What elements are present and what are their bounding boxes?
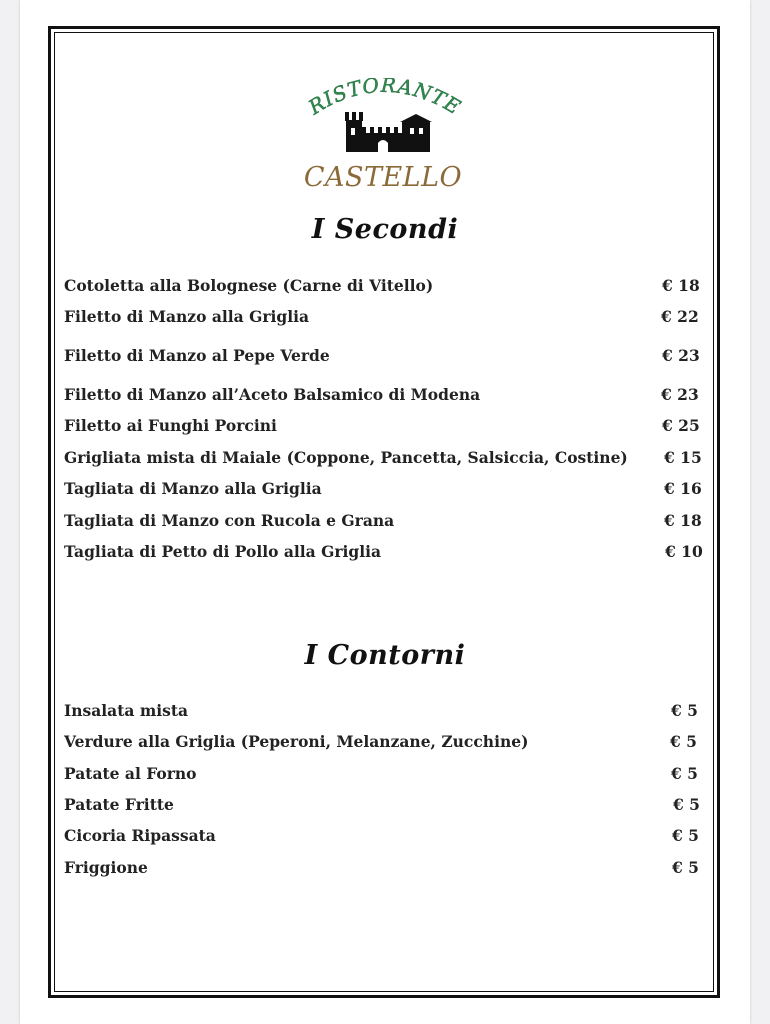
item-name: Patate Fritte — [64, 795, 174, 814]
item-price: € 15 — [664, 448, 702, 467]
menu-item — [64, 346, 700, 368]
item-name: Filetto ai Funghi Porcini — [64, 416, 277, 435]
menu-item — [64, 542, 703, 564]
restaurant-logo — [298, 78, 468, 196]
logo-top-text: RISTORANTE — [304, 78, 466, 120]
menu-item — [64, 385, 700, 407]
menu-item — [64, 416, 700, 438]
item-name: Friggione — [64, 858, 148, 877]
menu-item — [64, 307, 700, 329]
item-price: € 18 — [664, 511, 702, 530]
menu-item — [64, 764, 700, 786]
item-price: € 5 — [671, 701, 698, 720]
menu-item — [64, 511, 700, 533]
item-name: Tagliata di Manzo alla Griglia — [64, 479, 322, 498]
menu-item — [64, 795, 700, 817]
item-price: € 5 — [670, 732, 697, 751]
item-price: € 16 — [664, 479, 702, 498]
menu-item — [64, 826, 700, 848]
item-price: € 10 — [665, 542, 703, 561]
item-name: Filetto di Manzo al Pepe Verde — [64, 346, 330, 365]
item-price: € 22 — [661, 307, 699, 326]
menu-item — [64, 732, 700, 754]
section-title-secondi: I Secondi — [311, 214, 459, 245]
item-name: Filetto di Manzo all’Aceto Balsamico di Modena — [64, 385, 481, 404]
menu-item — [64, 701, 700, 723]
item-price: € 5 — [672, 858, 699, 877]
item-name: Grigliata mista di Maiale (Coppone, Pancetta, Salsiccia, Costine) — [64, 448, 628, 467]
item-price: € 18 — [662, 276, 700, 295]
logo-bottom-text: CASTELLO — [303, 162, 463, 193]
item-name: Patate al Forno — [64, 764, 197, 783]
item-price: € 5 — [671, 764, 698, 783]
item-price: € 23 — [662, 346, 700, 365]
item-name: Tagliata di Petto di Pollo alla Griglia — [64, 542, 382, 561]
item-price: € 5 — [673, 795, 700, 814]
item-name: Verdure alla Griglia (Peperoni, Melanzane, Zucchine) — [64, 732, 529, 751]
menu-item — [64, 276, 700, 298]
item-price: € 5 — [672, 826, 699, 845]
item-price: € 25 — [662, 416, 700, 435]
item-name: Cicoria Ripassata — [64, 826, 216, 845]
item-name: Cotoletta alla Bolognese (Carne di Vitello) — [64, 276, 434, 295]
item-name: Tagliata di Manzo con Rucola e Grana — [64, 511, 395, 530]
menu-item — [64, 448, 700, 470]
item-price: € 23 — [661, 385, 699, 404]
item-name: Insalata mista — [64, 701, 189, 720]
section-title-contorni: I Contorni — [304, 640, 466, 671]
castle-icon — [345, 112, 432, 152]
menu-item — [64, 858, 700, 880]
menu-item — [64, 479, 700, 501]
item-name: Filetto di Manzo alla Griglia — [64, 307, 310, 326]
